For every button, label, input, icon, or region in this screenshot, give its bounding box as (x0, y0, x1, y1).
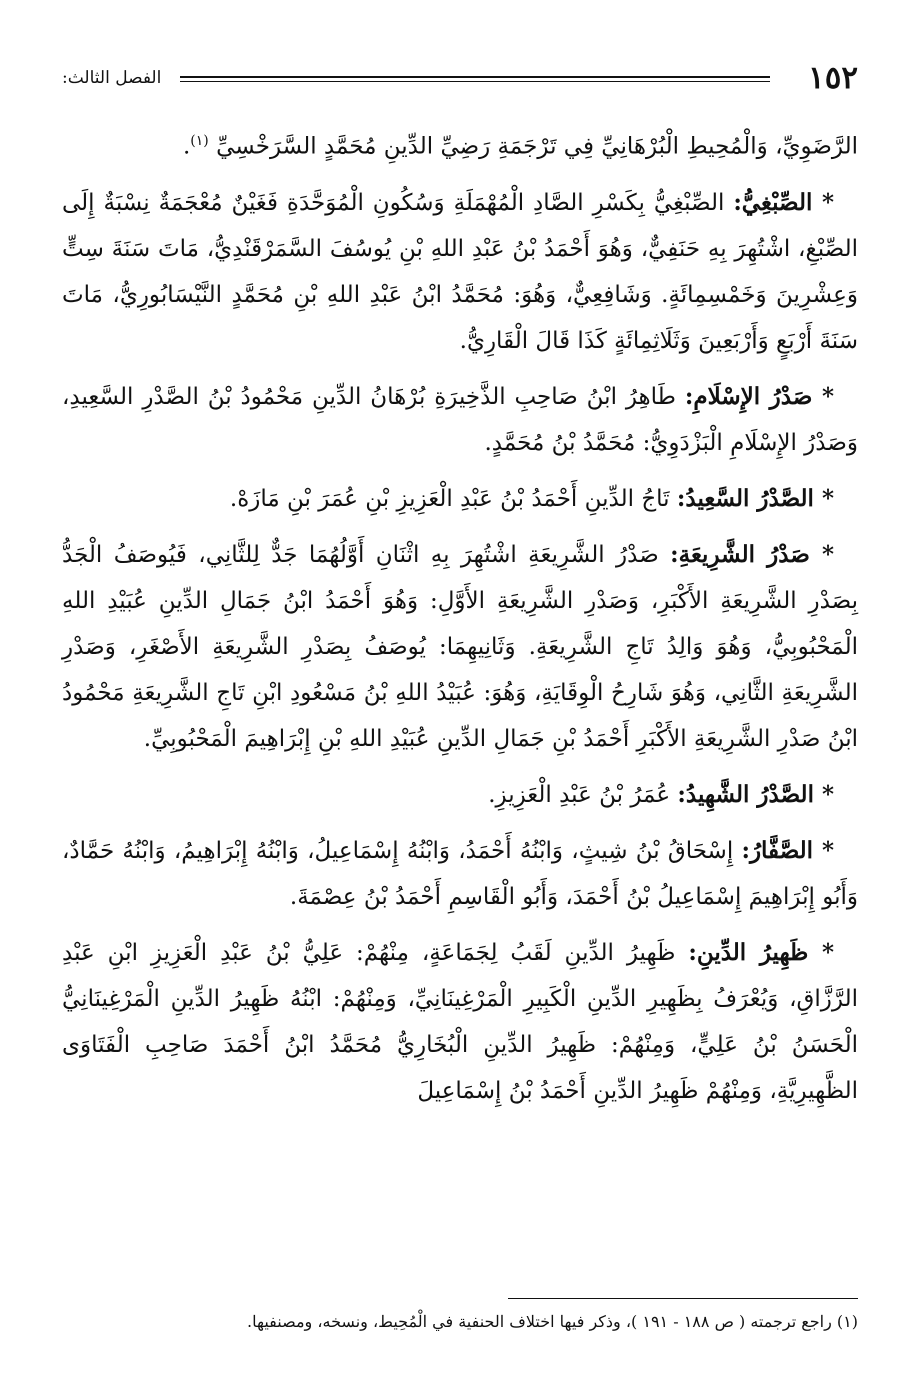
entry-term: * الصَّدْرُ الشَّهِيدُ: (677, 780, 834, 808)
entry-term: * الصَّفَّارُ: (741, 836, 834, 864)
paragraph-text: صَدْرُ الشَّرِيعَةِ اشْتُهِرَ بِهِ اثْنَانِ أَوَّلُهُمَا جَدٌّ لِلثَّانِي، فَيُوصَفُ الْجَدُّ بِصَدْرِ الشَّرِيعَةِ الأَكْبَرِ، وَصَدْرِ الشَّرِيعَةِ الأَوَّلِ: وَهُوَ أَحْمَدُ ابْنُ جَمَالِ الدِّينِ عُبَيْدِ اللهِ الْمَحْبُوبِيُّ، وَهُوَ وَالِدُ تَاجِ الشَّرِيعَةِ. وَثَانِيهِمَا: يُوصَفُ بِصَدْرِ الشَّرِيعَةِ الأَصْغَرِ، وَصَدْرِ الشَّرِيعَةِ الثَّانِي، وَهُوَ شَارِحُ الْوِقَايَةِ، وَهُوَ: عُبَيْدُ اللهِ بْنُ مَسْعُودِ ابْنِ تَاجِ الشَّرِيعَةِ مَحْمُودُ ابْنُ صَدْرِ الشَّرِيعَةِ الأَكْبَرِ أَحْمَدُ بْنِ جَمَالِ الدِّينِ عُبَيْدِ اللهِ بْنِ إِبْرَاهِيمَ الْمَحْبُوبِيِّ. (62, 541, 858, 752)
paragraph-text: الرَّضَوِيِّ، وَالْمُحِيطِ الْبُرْهَانِيِّ فِي تَرْجَمَةِ رَضِيِّ الدِّينِ مُحَمَّدٍ السَّرَخْسِيِّ (216, 133, 858, 160)
paragraph-text: تَاجُ الدِّينِ أَحْمَدُ بْنُ عَبْدِ الْعَزِيزِ بْنِ عُمَرَ بْنِ مَازَهْ. (229, 485, 677, 512)
entry-term: * الصَّدْرُ السَّعِيدُ: (676, 484, 834, 512)
paragraph (62, 532, 858, 762)
chapter-title: الفصل الثالث: (62, 68, 162, 88)
entry-term: * الصِّبْغِيُّ: (733, 188, 835, 216)
footnote: (١) راجع ترجمته ( ص ١٨٨ - ١٩١ )، وذكر فيها اختلاف الحنفية في الْمُحِيط، ونسخه، ومصنفيها. (247, 1312, 858, 1331)
paragraph (62, 374, 858, 466)
paragraph-end: . (182, 133, 191, 160)
paragraph-text: عُمَرُ بْنُ عَبْدِ الْعَزِيزِ. (488, 781, 678, 808)
paragraph (62, 828, 858, 920)
footnote-reference[interactable]: (١) (190, 133, 209, 149)
paragraph-text: إِسْحَاقُ بْنُ شِيثٍ، وَابْنُهُ أَحْمَدُ، وَابْنُهُ إِسْمَاعِيلُ، وَابْنُهُ إِبْرَاهِيمُ، وَابْنُهُ حَمَّادٌ، وَأَبُو إِبْرَاهِيمَ إِسْمَاعِيلُ بْنُ أَحْمَدَ، وَأَبُو الْقَاسِمِ أَحْمَدُ بْنُ عِصْمَةَ. (62, 837, 858, 910)
page-number: ١٥٢ (808, 60, 858, 96)
paragraph-text: الصِّبْغِيُّ بِكَسْرِ الصَّادِ الْمُهْمَلَةِ وَسُكُونِ الْمُوَحَّدَةِ فَغَيْنٌ مُعْجَمَةٌ نِسْبَةٌ إِلَى الصِّبْغِ، اشْتُهِرَ بِهِ حَنَفِيٌّ، وَهُوَ أَحْمَدُ بْنُ عَبْدِ اللهِ بْنِ يُوسُفَ السَّمَرْقَنْدِيُّ، مَاتَ سَنَةَ سِتٍّ وَعِشْرِينَ وَخَمْسِمِائَةٍ. وَشَافِعِيٌّ، وَهُوَ: مُحَمَّدُ ابْنُ عَبْدِ اللهِ بْنِ مُحَمَّدٍ النَّيْسَابُورِيُّ، مَاتَ سَنَةَ أَرْبَعٍ وَأَرْبَعِينَ وَثَلَاثِمِائَةٍ كَذَا قَالَ الْقَارِيُّ. (62, 189, 858, 354)
entry-term: * صَدْرُ الشَّرِيعَةِ: (670, 540, 834, 568)
header-rule (180, 76, 770, 82)
paragraph (62, 476, 858, 522)
paragraph-text: طَاهِرُ ابْنُ صَاحِبِ الذَّخِيرَةِ بُرْهَانُ الدِّينِ مَحْمُودُ بْنُ الصَّدْرِ السَّعِيدِ، وَصَدْرُ الإِسْلَامِ الْبَزْدَوِيُّ: مُحَمَّدُ بْنُ مُحَمَّدٍ. (62, 383, 858, 456)
paragraph (62, 118, 858, 170)
main-text (62, 118, 858, 1124)
paragraph (62, 772, 858, 818)
footnote-separator (508, 1298, 858, 1299)
running-header (62, 60, 858, 100)
paragraph (62, 930, 858, 1114)
entry-term: * صَدْرُ الإِسْلَامِ: (684, 382, 834, 410)
paragraph-text: ظَهِيرُ الدِّينِ لَقَبُ لِجَمَاعَةٍ، مِنْهُمْ: عَلِيُّ بْنُ عَبْدِ الْعَزِيزِ ابْنِ عَبْدِ الرَّزَّاقِ، وَيُعْرَفُ بِظَهِيرِ الدِّينِ الْكَبِيرِ الْمَرْغِينَانِيِّ، وَمِنْهُمْ: ابْنُهُ ظَهِيرُ الدِّينِ الْمَرْغِينَانِيُّ الْحَسَنُ بْنُ عَلِيٍّ، وَمِنْهُمْ: ظَهِيرُ الدِّينِ الْبُخَارِيُّ مُحَمَّدُ ابْنُ أَحْمَدَ صَاحِبِ الْفَتَاوَى الظَّهِيرِيَّةِ، وَمِنْهُمْ ظَهِيرُ الدِّينِ أَحْمَدُ بْنُ إِسْمَاعِيلَ (62, 939, 858, 1104)
paragraph (62, 180, 858, 364)
entry-term: * ظَهِيرُ الدِّينِ: (688, 938, 835, 966)
